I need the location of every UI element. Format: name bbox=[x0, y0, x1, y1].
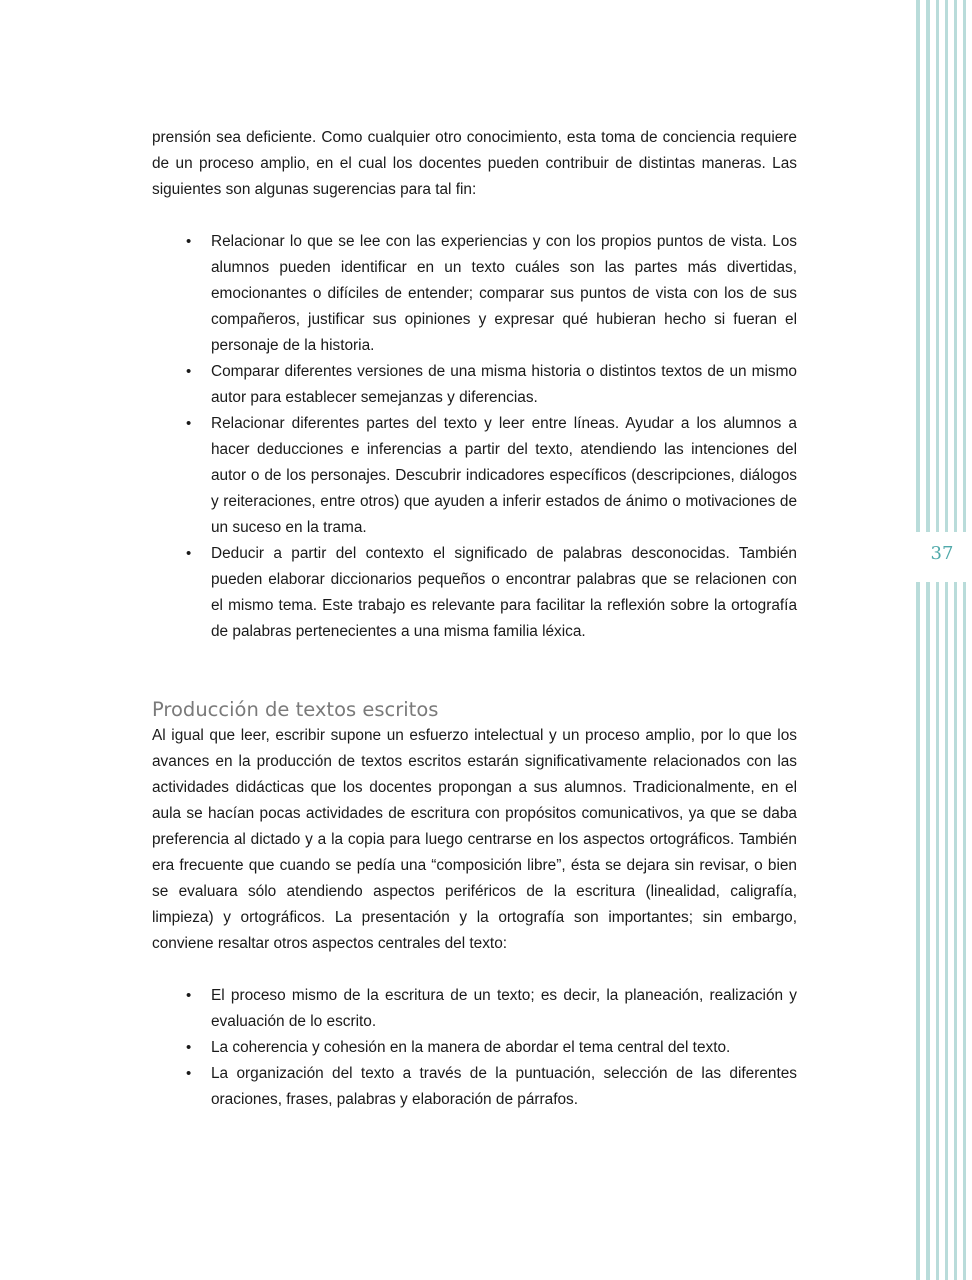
list-item bbox=[186, 229, 797, 359]
margin-stripe bbox=[936, 0, 939, 1280]
bullet-icon: • bbox=[186, 363, 192, 380]
list-item bbox=[186, 359, 797, 411]
intro-paragraph: prensión sea deficiente. Como cualquier otro conocimiento, esta toma de conciencia requiere de un proceso amplio, en el cual los docentes pueden contribuir de distintas maneras. Las siguientes son algunas sugerencias para tal fin: bbox=[152, 129, 797, 198]
bullet-icon: • bbox=[186, 545, 192, 562]
page-content bbox=[152, 125, 797, 1113]
bullet-icon: • bbox=[186, 233, 192, 250]
section-heading: Producción de textos escritos bbox=[152, 698, 439, 721]
list-item bbox=[186, 411, 797, 541]
margin-stripe bbox=[954, 0, 957, 1280]
margin-decoration bbox=[912, 0, 972, 1280]
margin-stripe bbox=[963, 0, 966, 1280]
list-item bbox=[186, 983, 797, 1035]
margin-stripe bbox=[916, 0, 920, 1280]
list-item-text: La organización del texto a través de la puntuación, selección de las diferentes oraciones, frases, palabras y elaboración de párrafos. bbox=[211, 1065, 797, 1108]
produccion-aspects-list bbox=[152, 983, 797, 1113]
list-item bbox=[186, 1035, 797, 1061]
bullet-icon: • bbox=[186, 987, 192, 1004]
list-item-text: Relacionar lo que se lee con las experiencias y con los propios puntos de vista. Los alumnos pueden identificar en un texto cuáles son las partes más divertidas, emocionantes o difíciles de entender; comparar sus puntos de vista con los de sus compañeros, justificar sus opiniones y expresar qué hubieran hecho si fueran el personaje de la historia. bbox=[211, 233, 797, 354]
bullet-icon: • bbox=[186, 415, 192, 432]
comprension-suggestions-list bbox=[152, 229, 797, 645]
list-item-text: Comparar diferentes versiones de una misma historia o distintos textos de un mismo autor para establecer semejanzas y diferencias. bbox=[211, 363, 797, 406]
list-item bbox=[186, 1061, 797, 1113]
margin-stripe bbox=[945, 0, 948, 1280]
list-item-text: Deducir a partir del contexto el significado de palabras desconocidas. También pueden elaborar diccionarios pequeños o encontrar palabras que se relacionen con el mismo tema. Este trabajo es relevante para facilitar la reflexión sobre la ortografía de palabras pertenecientes a una misma familia léxica. bbox=[211, 545, 797, 640]
list-item-text: El proceso mismo de la escritura de un texto; es decir, la planeación, realización y evaluación de lo escrito. bbox=[211, 987, 797, 1030]
list-item-text: Relacionar diferentes partes del texto y leer entre líneas. Ayudar a los alumnos a hacer deducciones e inferencias a partir del texto, atendiendo las intenciones del autor o de los personajes. Descubrir indicadores específicos (descripciones, diálogos y reiteraciones, entre otros) que ayuden a inferir estados de ánimo o motivaciones de un suceso en la trama. bbox=[211, 415, 797, 536]
margin-stripe bbox=[926, 0, 930, 1280]
list-item bbox=[186, 541, 797, 645]
bullet-icon: • bbox=[186, 1065, 192, 1082]
bullet-icon: • bbox=[186, 1039, 192, 1056]
page-number: 37 bbox=[930, 543, 954, 564]
produccion-paragraph: Al igual que leer, escribir supone un esfuerzo intelectual y un proceso amplio, por lo que los avances en la producción de textos escritos estarán significativamente relacionados con las actividades didácticas que los docentes propongan a sus alumnos. Tradicionalmente, en el aula se hacían pocas actividades de escritura con propósitos comunicativos, ya que se daba preferencia al dictado y a la copia para luego centrarse en los aspectos ortográficos. También era frecuente que cuando se pedía una “composición libre”, ésta se dejara sin revisar, o bien se evaluara sólo atendiendo aspectos periféricos de la escritura (linealidad, caligrafía, limpieza) y ortográficos. La presentación y la ortografía son importantes; sin embargo, conviene resaltar otros aspectos centrales del texto: bbox=[152, 727, 797, 952]
list-item-text: La coherencia y cohesión en la manera de abordar el tema central del texto. bbox=[211, 1039, 731, 1056]
